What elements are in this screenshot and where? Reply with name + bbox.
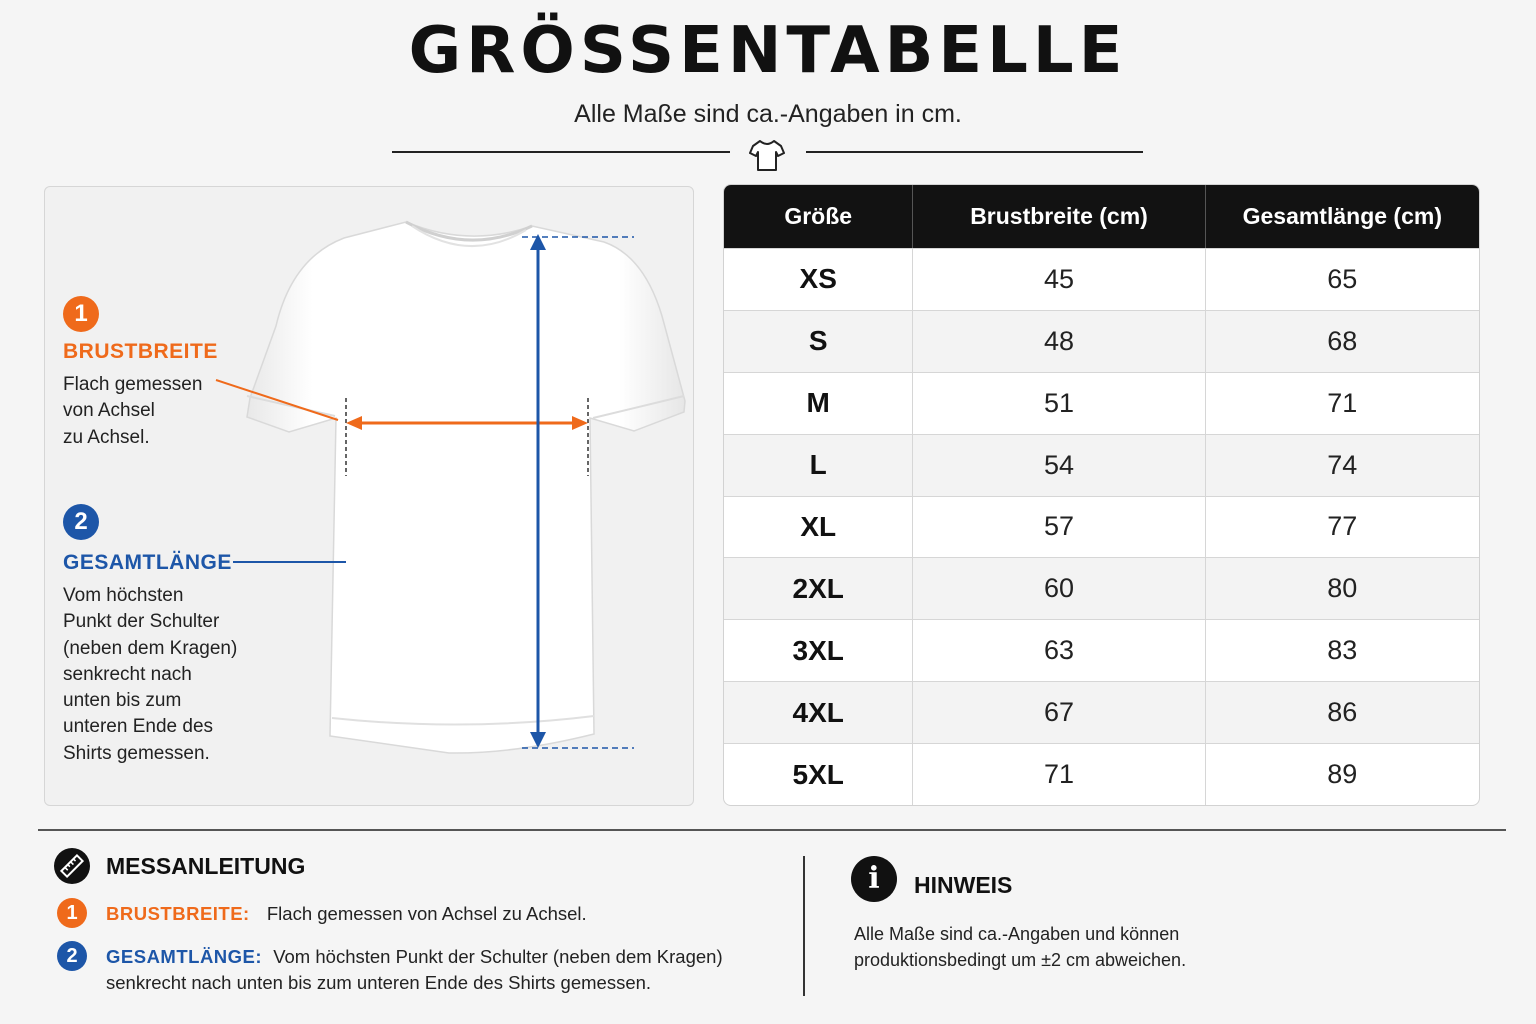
cell-total-length: 68 (1206, 310, 1479, 372)
note-title: HINWEIS (914, 872, 1013, 898)
cell-chest-width: 63 (913, 619, 1205, 681)
instruction-1: BRUSTBREITE: Flach gemessen von Achsel zu Achsel. (106, 903, 587, 924)
table-row (724, 743, 1479, 805)
chest-number-badge: 1 (63, 296, 99, 332)
cell-size: 4XL (724, 681, 913, 743)
header-size: Größe (724, 185, 913, 248)
cell-total-length: 65 (1206, 248, 1479, 310)
instruction-2-badge: 2 (57, 941, 87, 971)
note-text: Alle Maße sind ca.-Angaben und können produktionsbedingt um ±2 cm abweichen. (854, 924, 1187, 970)
instruction-2: GESAMTLÄNGE: Vom höchsten Punkt der Schulter (neben dem Kragen) senkrecht nach unten bis zum unteren Ende des Shirts gemessen. (106, 946, 723, 993)
t-shirt-icon (749, 138, 785, 172)
cell-chest-width: 51 (913, 372, 1205, 434)
size-table (723, 184, 1480, 806)
chest-label: BRUSTBREITE (63, 340, 218, 363)
cell-size: 5XL (724, 743, 913, 805)
cell-size: XL (724, 496, 913, 558)
cell-chest-width: 45 (913, 248, 1205, 310)
vertical-separator (803, 856, 805, 996)
page-subtitle: Alle Maße sind ca.-Angaben in cm. (574, 100, 962, 128)
cell-size: XS (724, 248, 913, 310)
length-number-badge: 2 (63, 504, 99, 540)
cell-size: M (724, 372, 913, 434)
cell-total-length: 77 (1206, 496, 1479, 558)
cell-size: L (724, 434, 913, 496)
cell-chest-width: 71 (913, 743, 1205, 805)
cell-size: 3XL (724, 619, 913, 681)
table-row (724, 372, 1479, 434)
table-row (724, 310, 1479, 372)
section-divider (38, 829, 1506, 831)
cell-chest-width: 60 (913, 557, 1205, 619)
instruction-1-badge: 1 (57, 898, 87, 928)
table-row (724, 248, 1479, 310)
cell-chest-width: 57 (913, 496, 1205, 558)
header-total-length: Gesamtlänge (cm) (1206, 185, 1479, 248)
instructions-title: MESSANLEITUNG (106, 853, 306, 879)
chest-description: Flach gemessen von Achsel zu Achsel. (63, 374, 203, 448)
table-row (724, 496, 1479, 558)
cell-total-length: 74 (1206, 434, 1479, 496)
cell-chest-width: 48 (913, 310, 1205, 372)
cell-total-length: 83 (1206, 619, 1479, 681)
cell-size: 2XL (724, 557, 913, 619)
cell-chest-width: 67 (913, 681, 1205, 743)
cell-size: S (724, 310, 913, 372)
table-row (724, 434, 1479, 496)
length-label: GESAMTLÄNGE (63, 551, 232, 574)
header-chest-width: Brustbreite (cm) (913, 185, 1205, 248)
cell-total-length: 71 (1206, 372, 1479, 434)
cell-chest-width: 54 (913, 434, 1205, 496)
page-title: GRÖSSENTABELLE (408, 14, 1128, 88)
table-row (724, 681, 1479, 743)
cell-total-length: 86 (1206, 681, 1479, 743)
cell-total-length: 80 (1206, 557, 1479, 619)
info-icon: i (851, 856, 897, 902)
cell-total-length: 89 (1206, 743, 1479, 805)
length-description: Vom höchsten Punkt der Schulter (neben dem Kragen) senkrecht nach unten bis zum unteren Ende des Shirts gemessen. (63, 585, 238, 764)
table-row (724, 557, 1479, 619)
divider-line-right (806, 151, 1143, 153)
table-header-row (724, 185, 1479, 248)
divider-line-left (392, 151, 730, 153)
ruler-icon (54, 848, 90, 884)
table-row (724, 619, 1479, 681)
